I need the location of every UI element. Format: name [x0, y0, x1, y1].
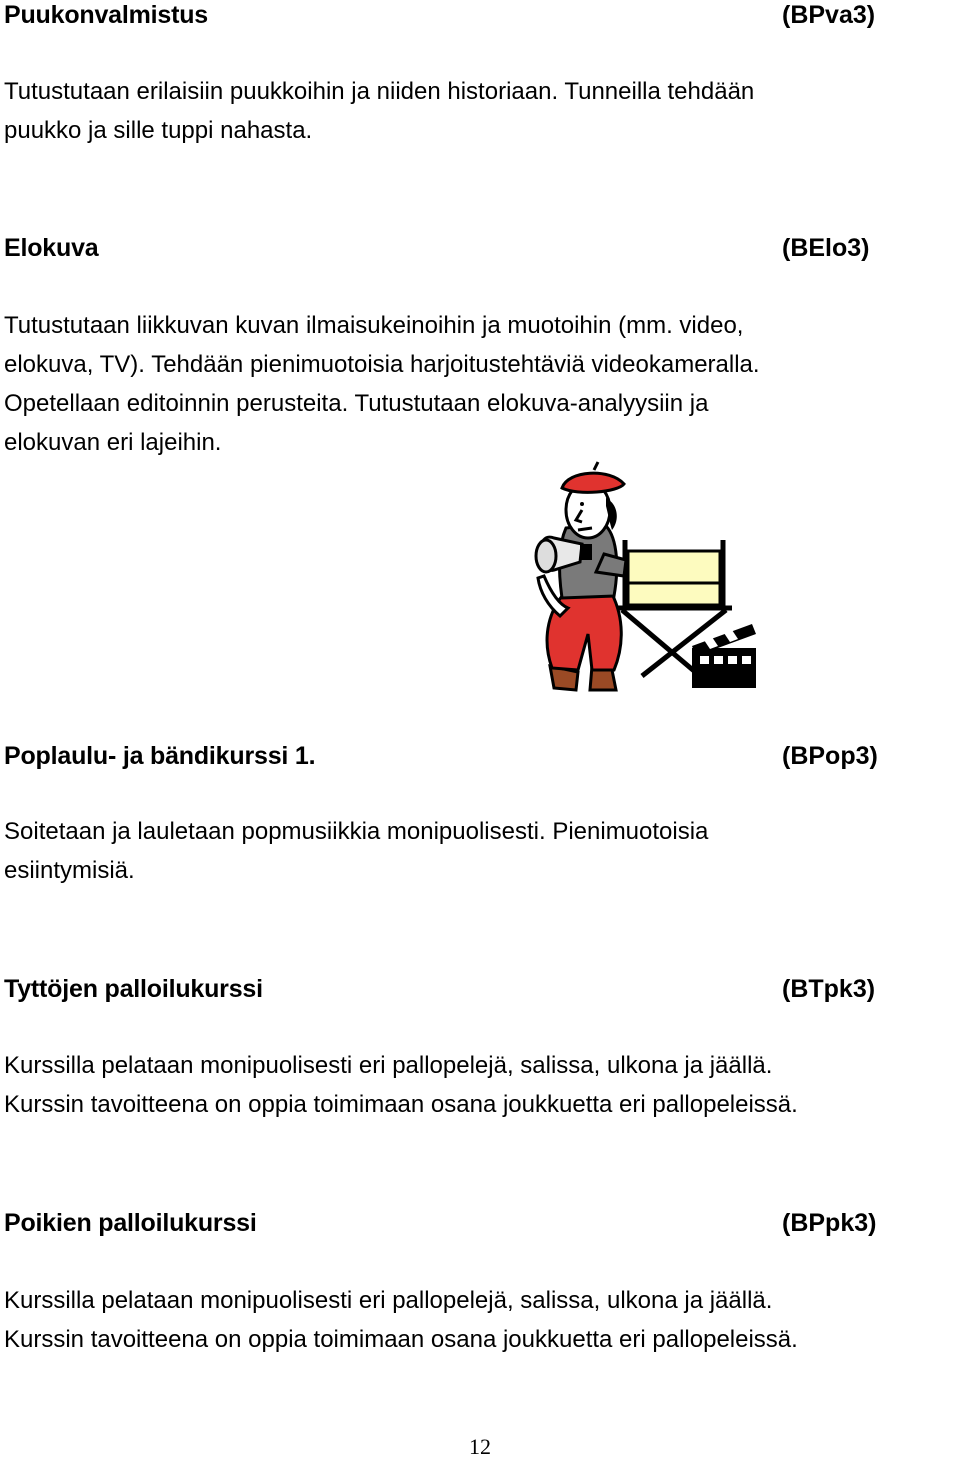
text-line: Opetellaan editoinnin perusteita. Tutustutaan elokuva-analyysiin ja — [4, 390, 709, 417]
section-description-elokuva — [4, 306, 954, 462]
section-title-puukonvalmistus: Puukonvalmistus — [4, 1, 208, 29]
text-line: Tutustutaan liikkuvan kuvan ilmaisukeinoihin ja muotoihin (mm. video, — [4, 312, 744, 339]
text-line: Soitetaan ja lauletaan popmusiikkia monipuolisesti. Pienimuotoisia — [4, 818, 709, 845]
course-code-btpk3: (BTpk3) — [782, 975, 876, 1003]
text-line: elokuvan eri lajeihin. — [4, 429, 222, 456]
text-line: Kurssilla pelataan monipuolisesti eri pallopelejä, salissa, ulkona ja jäällä. — [4, 1052, 773, 1079]
text-line: Kurssin tavoitteena on oppia toimimaan osana joukkuetta eri pallopeleissä. — [4, 1091, 798, 1118]
section-title-poikien-palloilukurssi: Poikien palloilukurssi — [4, 1209, 257, 1237]
text-line: esiintymisiä. — [4, 857, 135, 884]
course-code-belo3: (BElo3) — [782, 234, 870, 262]
director-figure-icon — [536, 462, 626, 690]
section-description-poikien-palloilukurssi — [4, 1281, 954, 1359]
section-description-poplaulu — [4, 812, 954, 890]
text-line: puukko ja sille tuppi nahasta. — [4, 117, 313, 144]
text-line: elokuva, TV). Tehdään pienimuotoisia harjoitustehtäviä videokameralla. — [4, 351, 760, 378]
course-code-bpva3: (BPva3) — [782, 1, 876, 29]
section-description-puukonvalmistus — [4, 72, 954, 150]
course-code-bppk3: (BPpk3) — [782, 1209, 877, 1237]
section-title-elokuva: Elokuva — [4, 234, 99, 262]
section-title-poplaulu: Poplaulu- ja bändikurssi 1. — [4, 742, 316, 770]
clapperboard-icon — [692, 624, 756, 688]
course-code-bpop3: (BPop3) — [782, 742, 878, 770]
text-line: Kurssin tavoitteena on oppia toimimaan osana joukkuetta eri pallopeleissä. — [4, 1326, 798, 1353]
page-number: 12 — [469, 1434, 491, 1459]
text-line: Tutustutaan erilaisiin puukkoihin ja niiden historiaan. Tunneilla tehdään — [4, 78, 755, 105]
section-title-tyttojen-palloilukurssi: Tyttöjen palloilukurssi — [4, 975, 263, 1003]
film-director-illustration — [520, 458, 760, 694]
text-line: Kurssilla pelataan monipuolisesti eri pallopelejä, salissa, ulkona ja jäällä. — [4, 1287, 773, 1314]
section-description-tyttojen-palloilukurssi — [4, 1046, 954, 1124]
